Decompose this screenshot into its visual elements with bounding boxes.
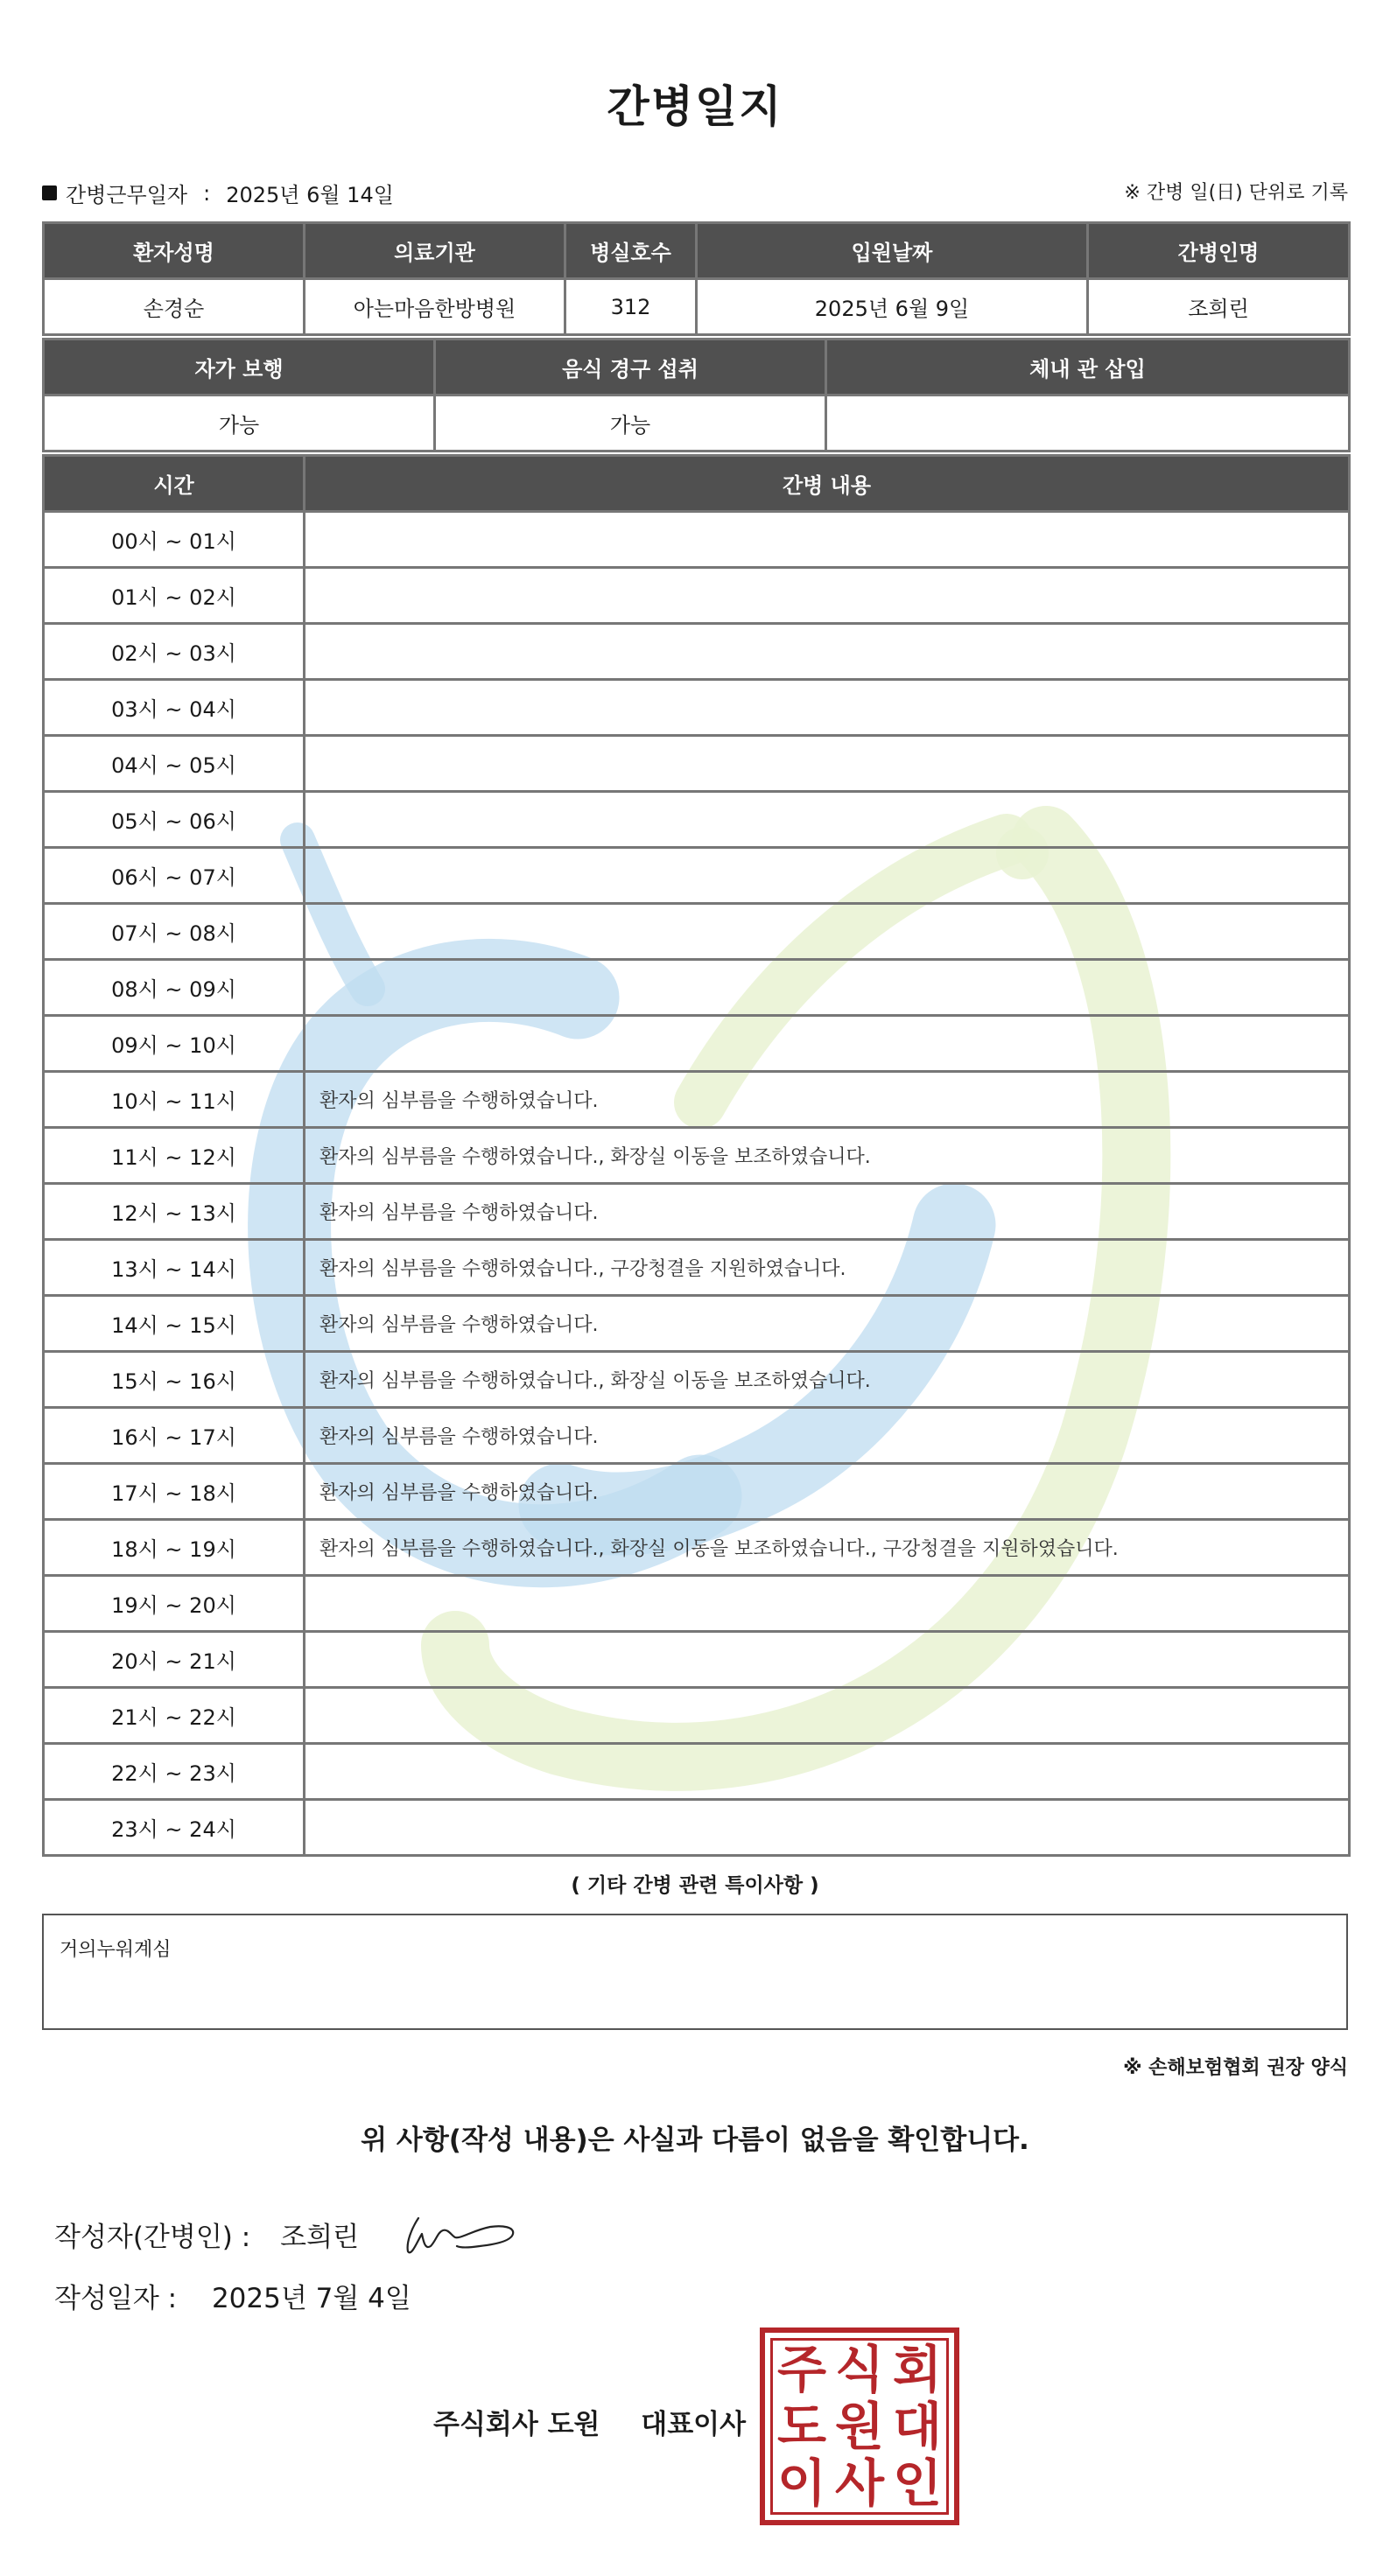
time-slot: 05시 ~ 06시: [44, 792, 305, 848]
care-content: [305, 736, 1350, 792]
work-date-value: 2025년 6월 14일: [226, 183, 394, 207]
time-slot: 02시 ~ 03시: [44, 624, 305, 680]
self-walking-value: 가능: [44, 396, 435, 452]
care-content: 환자의 심부름을 수행하였습니다.: [305, 1184, 1350, 1240]
log-body: [44, 512, 1350, 1856]
company-name: 주식회사 도원: [433, 2409, 600, 2440]
time-slot: 03시 ~ 04시: [44, 680, 305, 736]
care-content: [305, 1576, 1350, 1632]
time-slot: 06시 ~ 07시: [44, 848, 305, 904]
patient-info-header-row: [44, 223, 1350, 279]
time-slot: 17시 ~ 18시: [44, 1464, 305, 1520]
care-content: 환자의 심부름을 수행하였습니다., 화장실 이동을 보조하였습니다.: [305, 1128, 1350, 1184]
time-slot: 12시 ~ 13시: [44, 1184, 305, 1240]
tube-insertion-value: [826, 396, 1350, 452]
log-header-row: [44, 456, 1350, 512]
table-row: [44, 960, 1350, 1016]
company-seal-stamp: [760, 2328, 959, 2525]
time-slot: 14시 ~ 15시: [44, 1296, 305, 1352]
table-row: [44, 1520, 1350, 1576]
table-row: [44, 1352, 1350, 1408]
table-row: [44, 512, 1350, 568]
seal-char: 인: [892, 2454, 943, 2514]
written-date-label: 작성일자 :: [54, 2283, 178, 2314]
time-slot: 19시 ~ 20시: [44, 1576, 305, 1632]
seal-char: 회: [892, 2339, 943, 2399]
table-row: [44, 1128, 1350, 1184]
header-admission-date: 입원날짜: [697, 223, 1088, 279]
table-row: [44, 848, 1350, 904]
page-title: 간병일지: [607, 81, 783, 132]
table-row: [44, 568, 1350, 624]
notes-title: ( 기타 간병 관련 특이사항 ): [571, 1874, 819, 1897]
hourly-care-log-table: [42, 454, 1351, 1857]
patient-status-table: [42, 338, 1351, 452]
bullet-square-icon: [42, 186, 57, 200]
care-content: [305, 1688, 1350, 1744]
table-row: [44, 792, 1350, 848]
table-row: [44, 1688, 1350, 1744]
notes-box: [42, 1914, 1348, 2030]
time-slot: 11시 ~ 12시: [44, 1128, 305, 1184]
seal-char: 사: [834, 2454, 885, 2514]
time-slot: 07시 ~ 08시: [44, 904, 305, 960]
time-slot: 10시 ~ 11시: [44, 1072, 305, 1128]
patient-info-table: [42, 221, 1351, 336]
table-row: [44, 1744, 1350, 1800]
seal-char: 식: [834, 2339, 885, 2399]
table-row: [44, 1464, 1350, 1520]
table-row: [44, 1800, 1350, 1856]
room-number: 312: [565, 279, 697, 335]
writer-label: 작성자(간병인) :: [54, 2221, 251, 2253]
ceo-title: 대표이사: [641, 2409, 747, 2440]
table-row: [44, 1184, 1350, 1240]
seal-char: 주: [776, 2339, 827, 2399]
recommend-note: ※ 손해보험협회 권장 양식: [1123, 2057, 1348, 2079]
table-row: [44, 1016, 1350, 1072]
table-row: [44, 624, 1350, 680]
care-content: [305, 792, 1350, 848]
hospital-name: 아는마음한방병원: [305, 279, 565, 335]
admission-date: 2025년 6월 9일: [697, 279, 1088, 335]
care-content: [305, 624, 1350, 680]
care-content: [305, 568, 1350, 624]
seal-char: 이: [776, 2454, 827, 2514]
table-row: [44, 1072, 1350, 1128]
care-content: [305, 1744, 1350, 1800]
unit-note: ※ 간병 일(日) 단위로 기록: [1124, 182, 1348, 204]
table-row: [44, 1632, 1350, 1688]
care-content: [305, 512, 1350, 568]
writer-line: [54, 2208, 522, 2260]
care-content: [305, 680, 1350, 736]
confirmation-statement: 위 사항(작성 내용)은 사실과 다름이 없음을 확인합니다.: [361, 2124, 1029, 2156]
header-hospital: 의료기관: [305, 223, 565, 279]
time-slot: 09시 ~ 10시: [44, 1016, 305, 1072]
patient-info-value-row: [44, 279, 1350, 335]
header-time: 시간: [44, 456, 305, 512]
seal-grid: [770, 2338, 949, 2515]
work-date-label: 간병근무일자: [66, 183, 188, 207]
company-line: [433, 2402, 746, 2441]
time-slot: 23시 ~ 24시: [44, 1800, 305, 1856]
time-slot: 15시 ~ 16시: [44, 1352, 305, 1408]
table-row: [44, 1240, 1350, 1296]
time-slot: 08시 ~ 09시: [44, 960, 305, 1016]
caregiver-name: 조희린: [1088, 279, 1350, 335]
care-content: [305, 1632, 1350, 1688]
work-date: [42, 178, 394, 208]
table-row: [44, 904, 1350, 960]
seal-char: 대: [892, 2396, 943, 2456]
care-content: [305, 1800, 1350, 1856]
patient-name: 손경순: [44, 279, 305, 335]
care-content: 환자의 심부름을 수행하였습니다.: [305, 1464, 1350, 1520]
time-slot: 00시 ~ 01시: [44, 512, 305, 568]
seal-char: 원: [834, 2396, 885, 2456]
header-self-walking: 자가 보행: [44, 340, 435, 396]
time-slot: 13시 ~ 14시: [44, 1240, 305, 1296]
care-content: [305, 1016, 1350, 1072]
notes-content: 거의누워계심: [60, 1939, 172, 1961]
care-content: 환자의 심부름을 수행하였습니다., 화장실 이동을 보조하였습니다.: [305, 1352, 1350, 1408]
care-content: [305, 960, 1350, 1016]
time-slot: 21시 ~ 22시: [44, 1688, 305, 1744]
header-patient-name: 환자성명: [44, 223, 305, 279]
header-room-number: 병실호수: [565, 223, 697, 279]
time-slot: 16시 ~ 17시: [44, 1408, 305, 1464]
time-slot: 22시 ~ 23시: [44, 1744, 305, 1800]
care-content: 환자의 심부름을 수행하였습니다., 화장실 이동을 보조하였습니다., 구강청결을 지원하였습니다.: [305, 1520, 1350, 1576]
written-date-value: 2025년 7월 4일: [211, 2283, 411, 2314]
table-row: [44, 1576, 1350, 1632]
header-tube-insertion: 체내 관 삽입: [826, 340, 1350, 396]
time-slot: 18시 ~ 19시: [44, 1520, 305, 1576]
time-slot: 04시 ~ 05시: [44, 736, 305, 792]
care-content: 환자의 심부름을 수행하였습니다., 구강청결을 지원하였습니다.: [305, 1240, 1350, 1296]
seal-char: 도: [776, 2396, 827, 2456]
table-row: [44, 680, 1350, 736]
care-content: 환자의 심부름을 수행하였습니다.: [305, 1408, 1350, 1464]
status-header-row: [44, 340, 1350, 396]
header-caregiver-name: 간병인명: [1088, 223, 1350, 279]
header-care-content: 간병 내용: [305, 456, 1350, 512]
status-value-row: [44, 396, 1350, 452]
written-date-line: [54, 2276, 411, 2315]
care-content: [305, 848, 1350, 904]
care-content: 환자의 심부름을 수행하였습니다.: [305, 1072, 1350, 1128]
writer-name: 조희린: [280, 2221, 360, 2253]
time-slot: 01시 ~ 02시: [44, 568, 305, 624]
oral-intake-value: 가능: [435, 396, 826, 452]
care-content: 환자의 심부름을 수행하였습니다.: [305, 1296, 1350, 1352]
table-row: [44, 736, 1350, 792]
header-oral-intake: 음식 경구 섭취: [435, 340, 826, 396]
work-date-separator: :: [203, 180, 211, 206]
signature-image: [399, 2208, 522, 2260]
table-row: [44, 1296, 1350, 1352]
table-row: [44, 1408, 1350, 1464]
care-content: [305, 904, 1350, 960]
time-slot: 20시 ~ 21시: [44, 1632, 305, 1688]
